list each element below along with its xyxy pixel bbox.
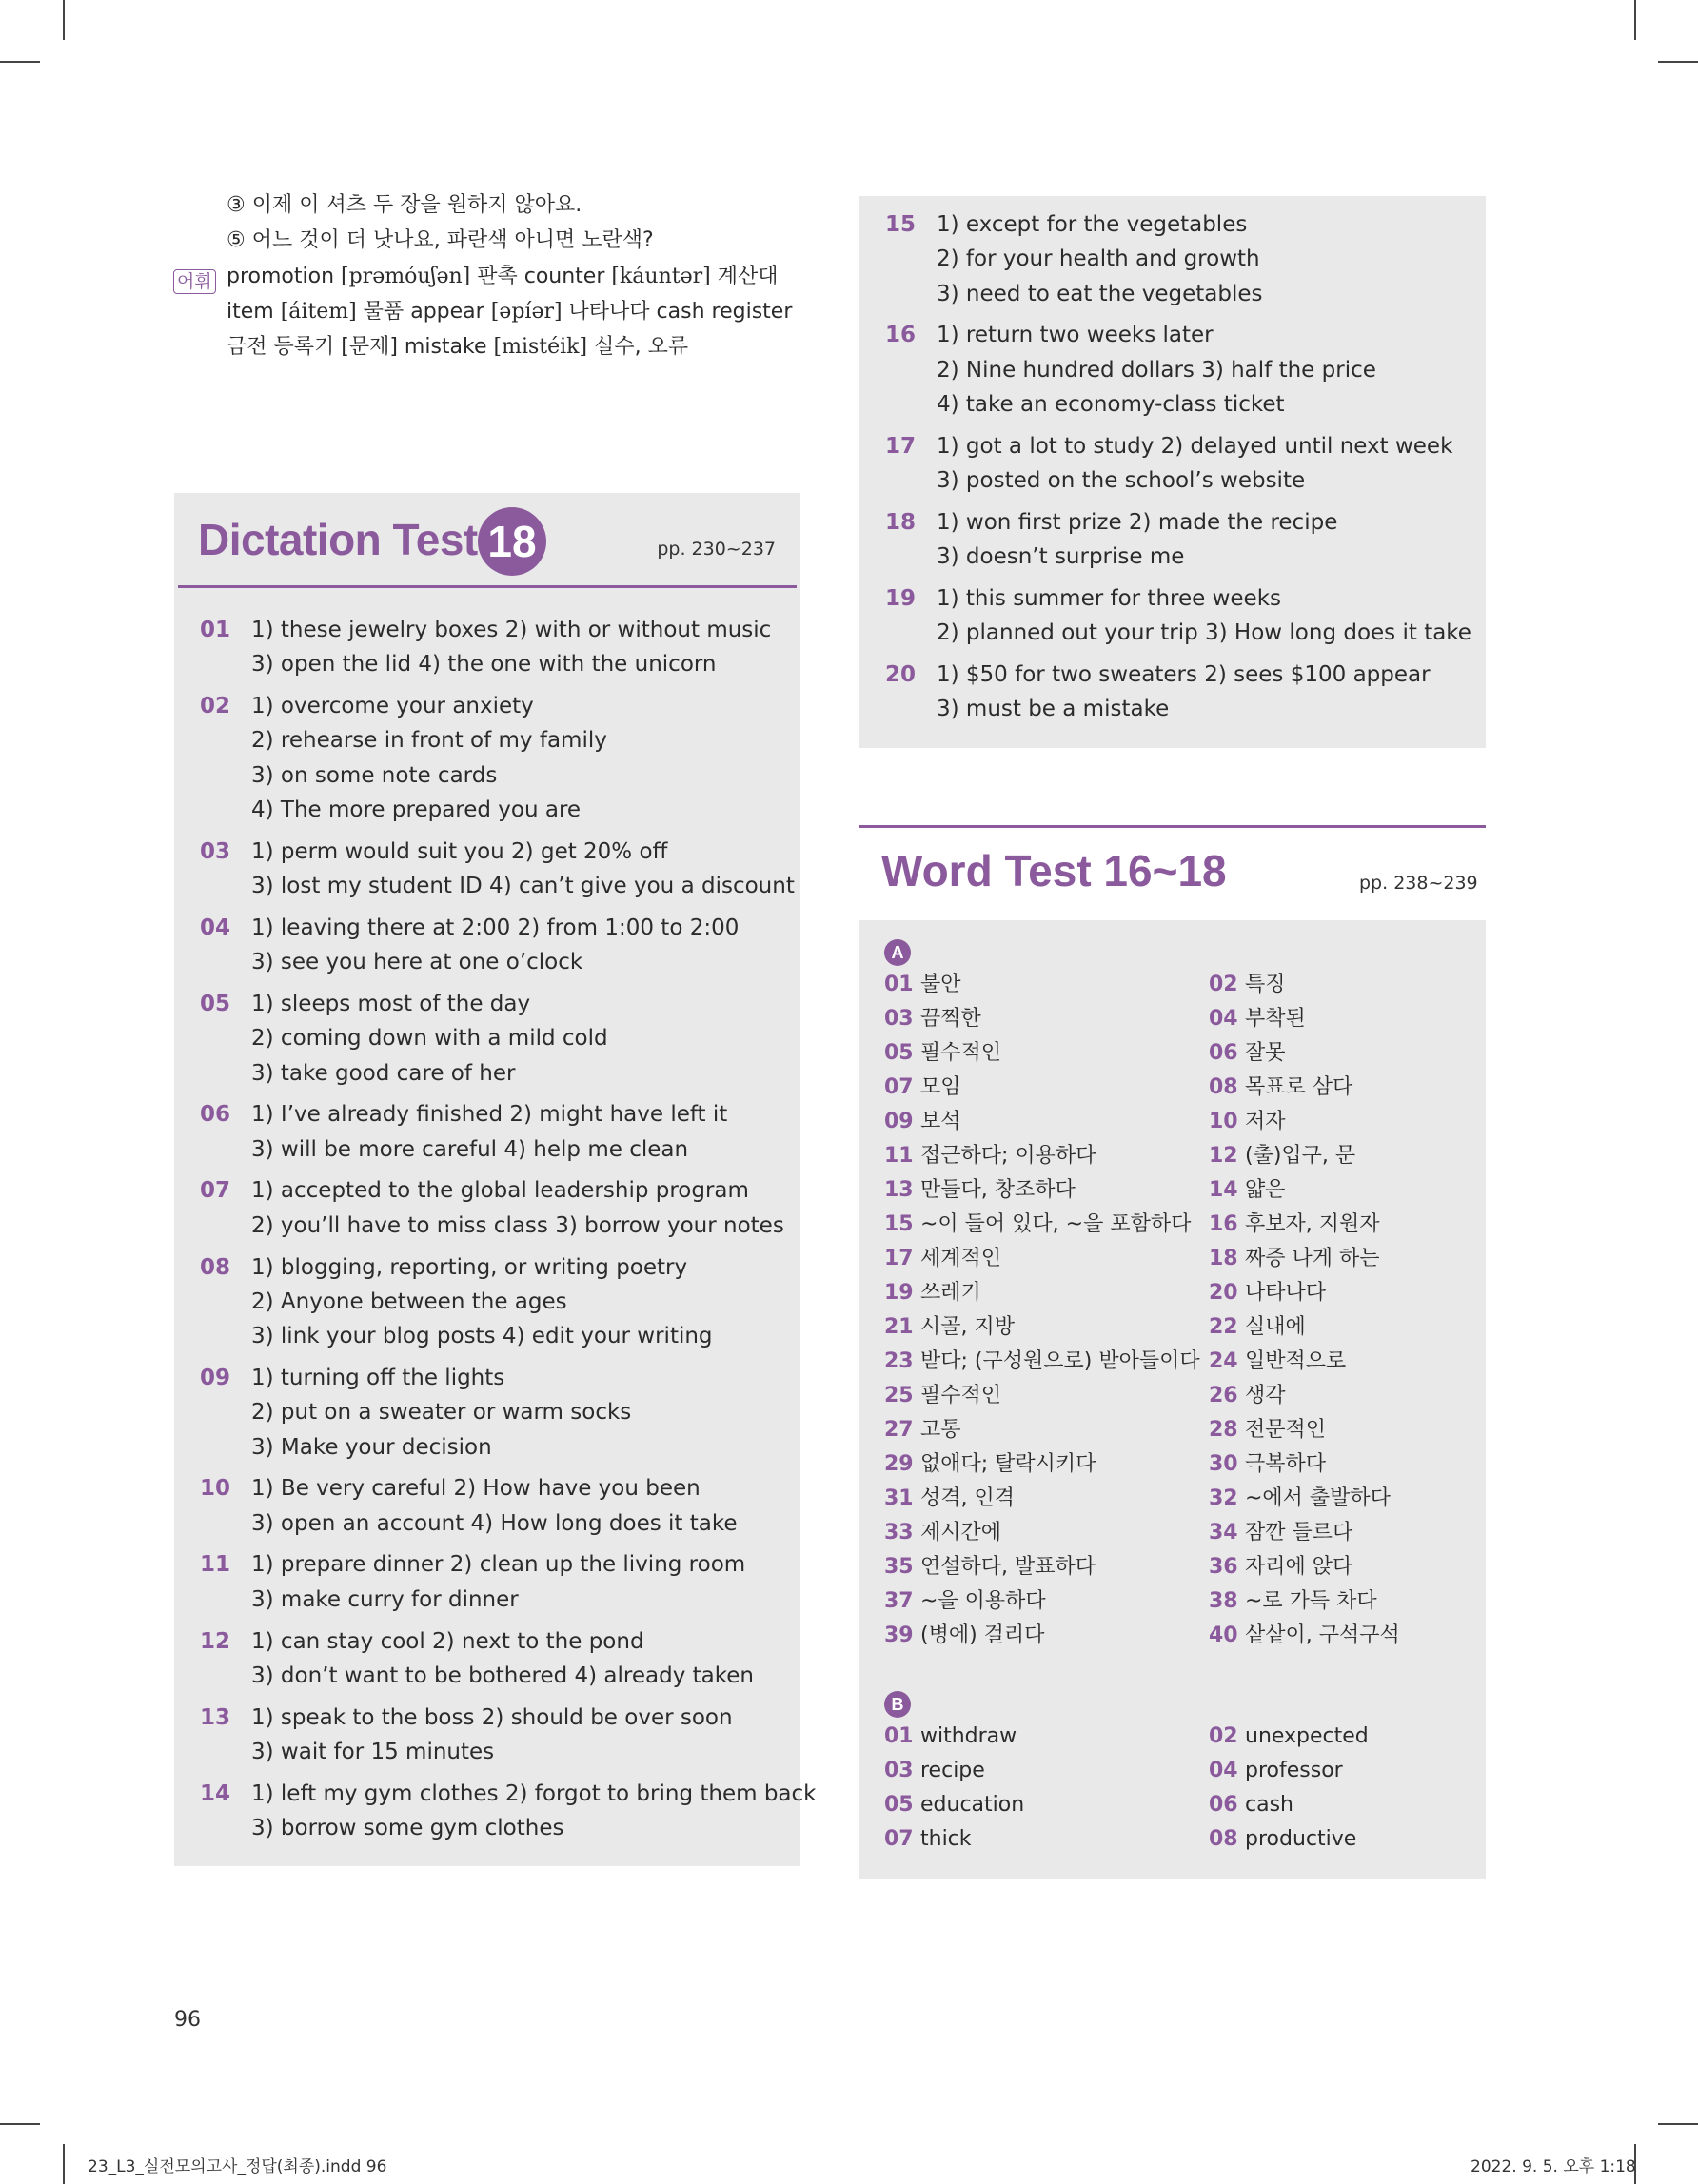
word-number: 03: [884, 1007, 914, 1031]
word-answer: 자리에 앉다: [1245, 1555, 1353, 1579]
word-number: 32: [1209, 1486, 1238, 1510]
answer-line: 1) overcome your anxiety: [251, 694, 534, 719]
word-entry: [884, 1036, 1001, 1071]
word-answer: 잠깐 들르다: [1245, 1521, 1353, 1545]
word-number: 11: [884, 1144, 914, 1168]
answer-line: 3) link your blog posts 4) edit your writing: [251, 1324, 713, 1349]
word-number: 06: [1209, 1041, 1238, 1065]
note-line: ③ 이제 이 셔츠 두 장을 원하지 않아요.: [227, 193, 582, 217]
word-number: 37: [884, 1589, 914, 1613]
answer-item: [885, 581, 1471, 651]
word-entry: [884, 1413, 961, 1447]
answer-number: 08: [200, 1254, 231, 1280]
word-answer: recipe: [920, 1759, 985, 1782]
answer-note: [174, 187, 793, 364]
word-number: 33: [884, 1521, 914, 1545]
word-answer: 부착된: [1245, 1007, 1306, 1031]
answer-line: 2) you’ll have to miss class 3) borrow your notes: [251, 1212, 784, 1238]
word-answer: professor: [1245, 1759, 1343, 1782]
word-entry: [1209, 1173, 1286, 1208]
word-entry: [884, 1242, 1001, 1276]
answer-line: 1) blogging, reporting, or writing poetry: [251, 1254, 688, 1280]
vocab-tag: 어휘: [173, 269, 216, 294]
answer-line: 4) take an economy-class ticket: [937, 391, 1285, 417]
word-entry: [1209, 1310, 1306, 1345]
word-entry: [884, 1822, 972, 1857]
word-answer: 저자: [1245, 1110, 1286, 1133]
word-number: 08: [1209, 1075, 1238, 1099]
word-number: 05: [884, 1041, 914, 1065]
item-gap: [200, 1541, 816, 1548]
word-answer: 후보자, 지원자: [1245, 1212, 1380, 1236]
answer-line: 1) turning off the lights: [251, 1365, 505, 1390]
answer-item: [200, 987, 816, 1091]
header-rule: [178, 585, 797, 588]
dictation-test-panel: [174, 493, 817, 1866]
word-answer: 받다; (구성원으로) 받아들이다: [920, 1349, 1200, 1373]
word-entry: [1209, 1276, 1326, 1310]
answer-number: 16: [885, 323, 917, 348]
answer-number: 05: [200, 991, 231, 1016]
word-answer: 필수적인: [920, 1384, 1002, 1407]
word-entry: [884, 1447, 1096, 1482]
item-gap: [200, 979, 816, 987]
word-number: 18: [1209, 1247, 1238, 1270]
word-number: 07: [884, 1075, 914, 1099]
answer-line: 3) open the lid 4) the one with the unicorn: [251, 652, 717, 678]
word-answer: 모임: [920, 1075, 961, 1099]
crop-mark: [63, 2144, 65, 2184]
word-entry: [1209, 1619, 1400, 1653]
word-entry: [884, 1754, 985, 1788]
word-answer: 극복하다: [1245, 1452, 1327, 1476]
word-number: 28: [1209, 1418, 1238, 1442]
answer-line: 3) open an account 4) How long does it take: [251, 1510, 738, 1536]
answer-number: 18: [885, 509, 917, 535]
word-number: 01: [884, 973, 914, 996]
word-number: 09: [884, 1110, 914, 1133]
word-number: 17: [884, 1247, 914, 1270]
note-line: ⑤ 어느 것이 더 낫나요, 파란색 아니면 노란색?: [227, 228, 654, 252]
answer-line: 1) these jewelry boxes 2) with or without music: [251, 618, 772, 642]
word-answer: 생각: [1245, 1384, 1286, 1407]
word-entry: [884, 1345, 1200, 1379]
word-answer: 세계적인: [920, 1247, 1002, 1270]
answer-number: 19: [885, 585, 917, 611]
word-number: 10: [1209, 1110, 1238, 1133]
word-number: 06: [1209, 1793, 1238, 1817]
answer-item: [200, 1701, 816, 1770]
word-number: 12: [1209, 1144, 1238, 1168]
answer-line: 3) on some note cards: [251, 762, 498, 788]
word-entry: [884, 1482, 1015, 1516]
answer-line: 1) return two weeks later: [937, 323, 1214, 348]
word-number: 04: [1209, 1759, 1238, 1782]
item-gap: [885, 422, 1471, 429]
word-answer: 전문적인: [1245, 1418, 1327, 1442]
word-answer: 특징: [1245, 973, 1286, 996]
word-number: 26: [1209, 1384, 1238, 1407]
answer-line: 3) need to eat the vegetables: [937, 281, 1263, 306]
answer-item: [200, 1250, 816, 1354]
footer-file-name: 23_L3_실전모의고사_정답(최종).indd 96: [88, 2157, 387, 2176]
word-entry: [884, 1379, 1001, 1413]
item-gap: [200, 1693, 816, 1701]
word-entry: [1209, 1516, 1352, 1550]
item-gap: [200, 1243, 816, 1250]
word-answer: 짜증 나게 하는: [1245, 1247, 1380, 1270]
answer-line: 1) won first prize 2) made the recipe: [937, 509, 1338, 535]
answer-line: 2) for your health and growth: [937, 246, 1260, 272]
answer-number: 15: [885, 212, 917, 237]
answer-line: 2) planned out your trip 3) How long does it take: [937, 620, 1471, 646]
section-b-badge: B: [884, 1691, 911, 1718]
word-entry: [884, 1208, 1191, 1242]
answer-item: [885, 207, 1471, 311]
vocab-line: promotion [prəmóuʃən] 판촉 counter [káuntər] 계산대: [227, 265, 779, 288]
answer-line: 3) borrow some gym clothes: [251, 1816, 564, 1840]
answer-number: 14: [200, 1781, 231, 1806]
crop-mark: [63, 0, 65, 40]
item-gap: [200, 903, 816, 911]
word-answer: 만들다, 창조하다: [920, 1178, 1076, 1202]
answer-number: 09: [200, 1365, 231, 1390]
word-entry: [1209, 1379, 1286, 1413]
word-test-pages: pp. 238~239: [1359, 873, 1478, 894]
word-entry: [884, 1002, 981, 1036]
answer-line: 1) accepted to the global leadership program: [251, 1178, 749, 1204]
word-answer: (병에) 걸리다: [920, 1623, 1045, 1647]
answer-item: [200, 1361, 816, 1465]
answer-number: 11: [200, 1552, 231, 1578]
word-entry: [1209, 1139, 1355, 1173]
word-number: 27: [884, 1418, 914, 1442]
answer-item: [885, 429, 1471, 499]
word-answer: thick: [920, 1827, 972, 1851]
test-number-badge: 18: [478, 507, 546, 576]
word-entry: [1209, 1447, 1326, 1482]
word-answer: unexpected: [1245, 1724, 1369, 1748]
word-entry: [884, 1105, 961, 1139]
item-gap: [885, 651, 1471, 659]
word-answer: ~이 들어 있다, ~을 포함하다: [920, 1212, 1192, 1236]
crop-mark: [1658, 2123, 1698, 2125]
answer-line: 1) can stay cool 2) next to the pond: [251, 1628, 644, 1654]
page-number: 96: [174, 2008, 201, 2032]
word-answer: 고통: [920, 1418, 961, 1442]
word-answer: 목표로 삼다: [1245, 1075, 1353, 1099]
word-entry: [1209, 1720, 1369, 1754]
word-entry: [884, 1619, 1044, 1653]
answer-number: 02: [200, 694, 231, 719]
answer-item: [200, 1471, 816, 1541]
word-entry: [1209, 1036, 1286, 1071]
word-answer: (출)입구, 문: [1245, 1144, 1356, 1168]
item-gap: [885, 498, 1471, 505]
word-test-rule: [859, 825, 1486, 828]
word-number: 08: [1209, 1827, 1238, 1851]
word-entry: [1209, 1550, 1352, 1584]
answer-item: [200, 911, 816, 980]
dictation-answer-list: [200, 613, 816, 1845]
answer-line: 3) must be a mistake: [937, 697, 1170, 722]
item-gap: [200, 1167, 816, 1174]
answer-line: 3) make curry for dinner: [251, 1586, 519, 1612]
answer-line: 1) leaving there at 2:00 2) from 1:00 to 2:00: [251, 915, 740, 940]
dictation-continued-panel: [859, 196, 1486, 748]
answer-line: 3) see you here at one o’clock: [251, 950, 583, 975]
answer-number: 06: [200, 1102, 231, 1128]
word-answer: 보석: [920, 1110, 961, 1133]
word-number: 39: [884, 1623, 914, 1647]
vocab-line: 금전 등록기 [문제] mistake [mistéik] 실수, 오류: [227, 335, 689, 359]
answer-line: 1) I’ve already finished 2) might have left it: [251, 1102, 728, 1128]
dictation-header: [174, 493, 800, 588]
answer-line: 3) lost my student ID 4) can’t give you a discount: [251, 874, 795, 899]
word-number: 02: [1209, 1724, 1238, 1748]
answer-line: 1) prepare dinner 2) clean up the living room: [251, 1552, 746, 1578]
crop-mark: [0, 2123, 40, 2125]
word-answer: ~에서 출발하다: [1245, 1486, 1391, 1510]
word-entry: [884, 1516, 1001, 1550]
answer-line: 3) take good care of her: [251, 1060, 516, 1086]
answer-line: 1) speak to the boss 2) should be over soon: [251, 1704, 733, 1730]
word-number: 31: [884, 1486, 914, 1510]
word-number: 25: [884, 1384, 914, 1407]
word-entry: [884, 1139, 1096, 1173]
word-answer: 실내에: [1245, 1315, 1306, 1339]
dictation-title: Dictation Test: [198, 515, 478, 564]
answer-line: 1) Be very careful 2) How have you been: [251, 1476, 701, 1502]
word-test-title: Word Test 16~18: [881, 846, 1227, 895]
answer-item: [885, 318, 1471, 422]
answer-number: 07: [200, 1178, 231, 1204]
answer-line: 3) wait for 15 minutes: [251, 1739, 495, 1764]
answer-item: [200, 835, 816, 904]
answer-line: 3) don’t want to be bothered 4) already taken: [251, 1663, 754, 1688]
answer-number: 01: [200, 618, 231, 642]
answer-number: 10: [200, 1476, 231, 1502]
answer-number: 17: [885, 433, 917, 459]
answer-line: 2) Nine hundred dollars 3) half the price: [937, 357, 1376, 383]
word-answer: education: [920, 1793, 1025, 1817]
word-answer: 얇은: [1245, 1178, 1286, 1202]
word-entry: [1209, 1413, 1326, 1447]
word-answer: cash: [1245, 1793, 1293, 1817]
item-gap: [200, 682, 816, 690]
word-entry: [884, 968, 961, 1002]
footer-timestamp: 2022. 9. 5. 오후 1:18: [1471, 2157, 1636, 2176]
word-number: 24: [1209, 1349, 1238, 1373]
word-number: 05: [884, 1793, 914, 1817]
word-entry: [1209, 1071, 1352, 1105]
answer-line: 2) Anyone between the ages: [251, 1289, 567, 1314]
item-gap: [200, 827, 816, 835]
word-answer: ~을 이용하다: [920, 1589, 1046, 1613]
word-entry: [1209, 1208, 1380, 1242]
word-entry: [1209, 1002, 1306, 1036]
word-number: 07: [884, 1827, 914, 1851]
crop-mark: [0, 61, 40, 63]
word-answer: ~로 가득 차다: [1245, 1589, 1377, 1613]
word-answer: productive: [1245, 1827, 1357, 1851]
answer-line: 1) $50 for two sweaters 2) sees $100 appear: [937, 662, 1431, 688]
word-number: 04: [1209, 1007, 1238, 1031]
word-answer: 시골, 지방: [920, 1315, 1015, 1339]
word-answer: 끔찍한: [920, 1007, 981, 1031]
word-number: 19: [884, 1281, 914, 1305]
word-answer: 필수적인: [920, 1041, 1002, 1065]
answer-item: [200, 613, 816, 682]
word-entry: [884, 1276, 981, 1310]
answer-item: [885, 658, 1471, 727]
item-gap: [200, 1091, 816, 1098]
word-entry: [1209, 968, 1286, 1002]
word-answer: 잘못: [1245, 1041, 1286, 1065]
word-entry: [1209, 1584, 1377, 1619]
word-number: 16: [1209, 1212, 1238, 1236]
word-entry: [884, 1550, 1096, 1584]
answer-item: [200, 1777, 816, 1846]
word-number: 14: [1209, 1178, 1238, 1202]
crop-mark: [1658, 61, 1698, 63]
answer-item: [885, 505, 1471, 575]
word-entry: [1209, 1822, 1356, 1857]
answer-line: 2) rehearse in front of my family: [251, 728, 607, 754]
word-entry: [884, 1788, 1024, 1822]
answer-number: 20: [885, 662, 917, 688]
word-entry: [1209, 1788, 1293, 1822]
crop-mark: [1634, 0, 1636, 40]
item-gap: [885, 311, 1471, 319]
answer-item: [200, 1547, 816, 1617]
word-entry: [884, 1071, 961, 1105]
word-entry: [1209, 1345, 1346, 1379]
item-gap: [200, 1769, 816, 1777]
answer-item: [200, 1624, 816, 1694]
word-number: 02: [1209, 973, 1238, 996]
answer-number: 12: [200, 1628, 231, 1654]
vocab-line: item [áitem] 물품 appear [əpíər] 나타나다 cash register: [227, 300, 793, 324]
answer-line: 1) got a lot to study 2) delayed until next week: [937, 433, 1453, 459]
word-number: 15: [884, 1212, 914, 1236]
word-answer: withdraw: [920, 1724, 1017, 1748]
word-number: 35: [884, 1555, 914, 1579]
word-number: 01: [884, 1724, 914, 1748]
answer-line: 1) except for the vegetables: [937, 212, 1248, 237]
word-answer: 연설하다, 발표하다: [920, 1555, 1096, 1579]
word-number: 20: [1209, 1281, 1238, 1305]
answer-line: 2) coming down with a mild cold: [251, 1026, 608, 1052]
section-a-badge: A: [884, 939, 911, 966]
word-answer: 없애다; 탈락시키다: [920, 1452, 1096, 1476]
word-entry: [1209, 1482, 1391, 1516]
answer-line: 1) perm would suit you 2) get 20% off: [251, 838, 668, 864]
answer-line: 3) will be more careful 4) help me clean: [251, 1136, 689, 1162]
item-gap: [885, 574, 1471, 581]
word-number: 21: [884, 1315, 914, 1339]
word-answer: 성격, 인격: [920, 1486, 1015, 1510]
word-entry: [884, 1584, 1046, 1619]
answer-line: 1) sleeps most of the day: [251, 991, 531, 1016]
word-test-panel: [859, 920, 1486, 1879]
answer-line: 3) posted on the school’s website: [937, 468, 1306, 494]
word-number: 40: [1209, 1623, 1238, 1647]
answer-line: 1) left my gym clothes 2) forgot to bring them back: [251, 1781, 817, 1806]
dictation-pages: pp. 230~237: [657, 539, 776, 560]
word-number: 38: [1209, 1589, 1238, 1613]
word-entry: [1209, 1242, 1380, 1276]
dictation-answer-list-continued: [885, 207, 1471, 727]
word-answer: 나타나다: [1245, 1281, 1327, 1305]
answer-item: [200, 1097, 816, 1167]
word-number: 03: [884, 1759, 914, 1782]
word-number: 13: [884, 1178, 914, 1202]
word-answer: 샅샅이, 구석구석: [1245, 1623, 1400, 1647]
word-entry: [1209, 1105, 1286, 1139]
word-number: 34: [1209, 1521, 1238, 1545]
word-entry: [884, 1173, 1076, 1208]
word-answer: 접근하다; 이용하다: [920, 1144, 1096, 1168]
answer-line: 4) The more prepared you are: [251, 797, 582, 822]
answer-line: 2) put on a sweater or warm socks: [251, 1400, 632, 1426]
word-entry: [884, 1720, 1017, 1754]
word-answer: 일반적으로: [1245, 1349, 1347, 1373]
word-number: 30: [1209, 1452, 1238, 1476]
item-gap: [200, 1617, 816, 1624]
word-number: 23: [884, 1349, 914, 1373]
answer-line: 1) this summer for three weeks: [937, 585, 1281, 611]
item-gap: [200, 1353, 816, 1361]
answer-number: 04: [200, 915, 231, 940]
word-answer: 제시간에: [920, 1521, 1002, 1545]
word-entry: [1209, 1754, 1343, 1788]
item-gap: [200, 1465, 816, 1472]
word-number: 22: [1209, 1315, 1238, 1339]
word-entry: [884, 1310, 1015, 1345]
word-answer: 쓰레기: [920, 1281, 981, 1305]
answer-line: 3) Make your decision: [251, 1434, 492, 1460]
answer-line: 3) doesn’t surprise me: [937, 544, 1185, 570]
word-number: 36: [1209, 1555, 1238, 1579]
answer-item: [200, 1173, 816, 1243]
answer-number: 03: [200, 838, 231, 864]
answer-number: 13: [200, 1704, 231, 1730]
word-number: 29: [884, 1452, 914, 1476]
answer-item: [200, 689, 816, 827]
word-answer: 불안: [920, 973, 961, 996]
